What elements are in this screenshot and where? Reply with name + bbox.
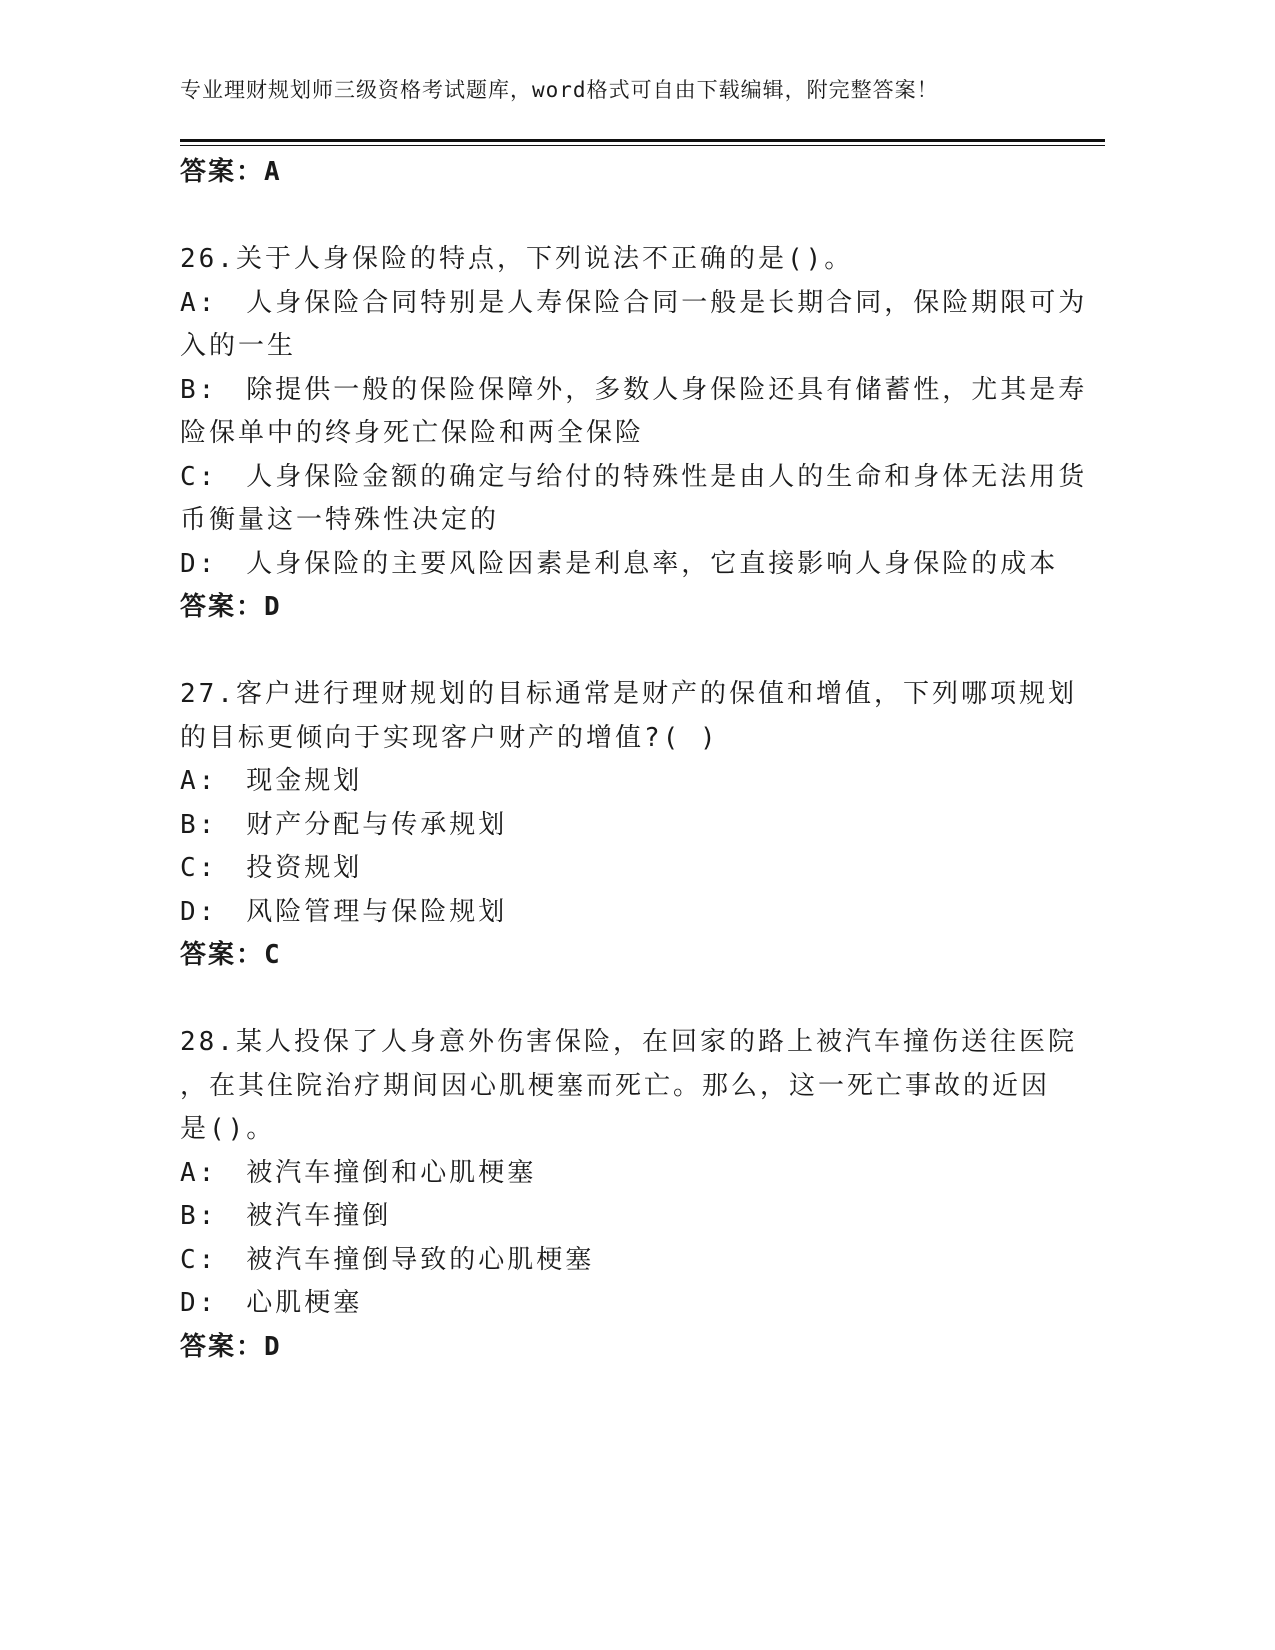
answer-26: 答案：D [180,592,282,622]
option-line: 币衡量这一特殊性决定的 [180,505,500,535]
question-stem: 27.客户进行理财规划的目标通常是财产的保值和增值，下列哪项规划 [180,679,1077,709]
question-stem: 26.关于人身保险的特点，下列说法不正确的是()。 [180,244,854,274]
question-stem: 的目标更倾向于实现客户财产的增值?( ) [180,723,719,753]
question-stem: 是()。 [180,1114,276,1144]
option-c: C: 投资规划 [180,853,363,883]
previous-answer: 答案：A [180,157,282,187]
page-header: 专业理财规划师三级资格考试题库，word格式可自由下载编辑，附完整答案！ [180,78,939,102]
option-b: B: 被汽车撞倒 [180,1201,392,1231]
option-line: A: 人身保险合同特别是人寿保险合同一般是长期合同，保险期限可为 [180,288,1088,318]
option-c: C: 被汽车撞倒导致的心肌梗塞 [180,1245,595,1275]
option-line: B: 除提供一般的保险保障外，多数人身保险还具有储蓄性，尤其是寿 [180,375,1088,405]
header-rule-thin [180,145,1105,146]
option-b: B: 财产分配与传承规划 [180,810,508,840]
option-a: A: 被汽车撞倒和心肌梗塞 [180,1158,537,1188]
option-line: D: 人身保险的主要风险因素是利息率，它直接影响人身保险的成本 [180,549,1059,579]
option-d: D: 风险管理与保险规划 [180,897,508,927]
option-d: D: 心肌梗塞 [180,1288,363,1318]
header-rule-thick [180,139,1105,142]
option-line: C: 人身保险金额的确定与给付的特殊性是由人的生命和身体无法用货 [180,462,1088,492]
question-stem: ，在其住院治疗期间因心肌梗塞而死亡。那么，这一死亡事故的近因 [180,1071,1051,1101]
option-a: A: 现金规划 [180,766,363,796]
answer-28: 答案：D [180,1332,282,1362]
option-line: 入的一生 [180,331,297,361]
answer-27: 答案：C [180,940,282,970]
question-stem: 28.某人投保了人身意外伤害保险，在回家的路上被汽车撞伤送往医院 [180,1027,1077,1057]
option-line: 险保单中的终身死亡保险和两全保险 [180,418,645,448]
